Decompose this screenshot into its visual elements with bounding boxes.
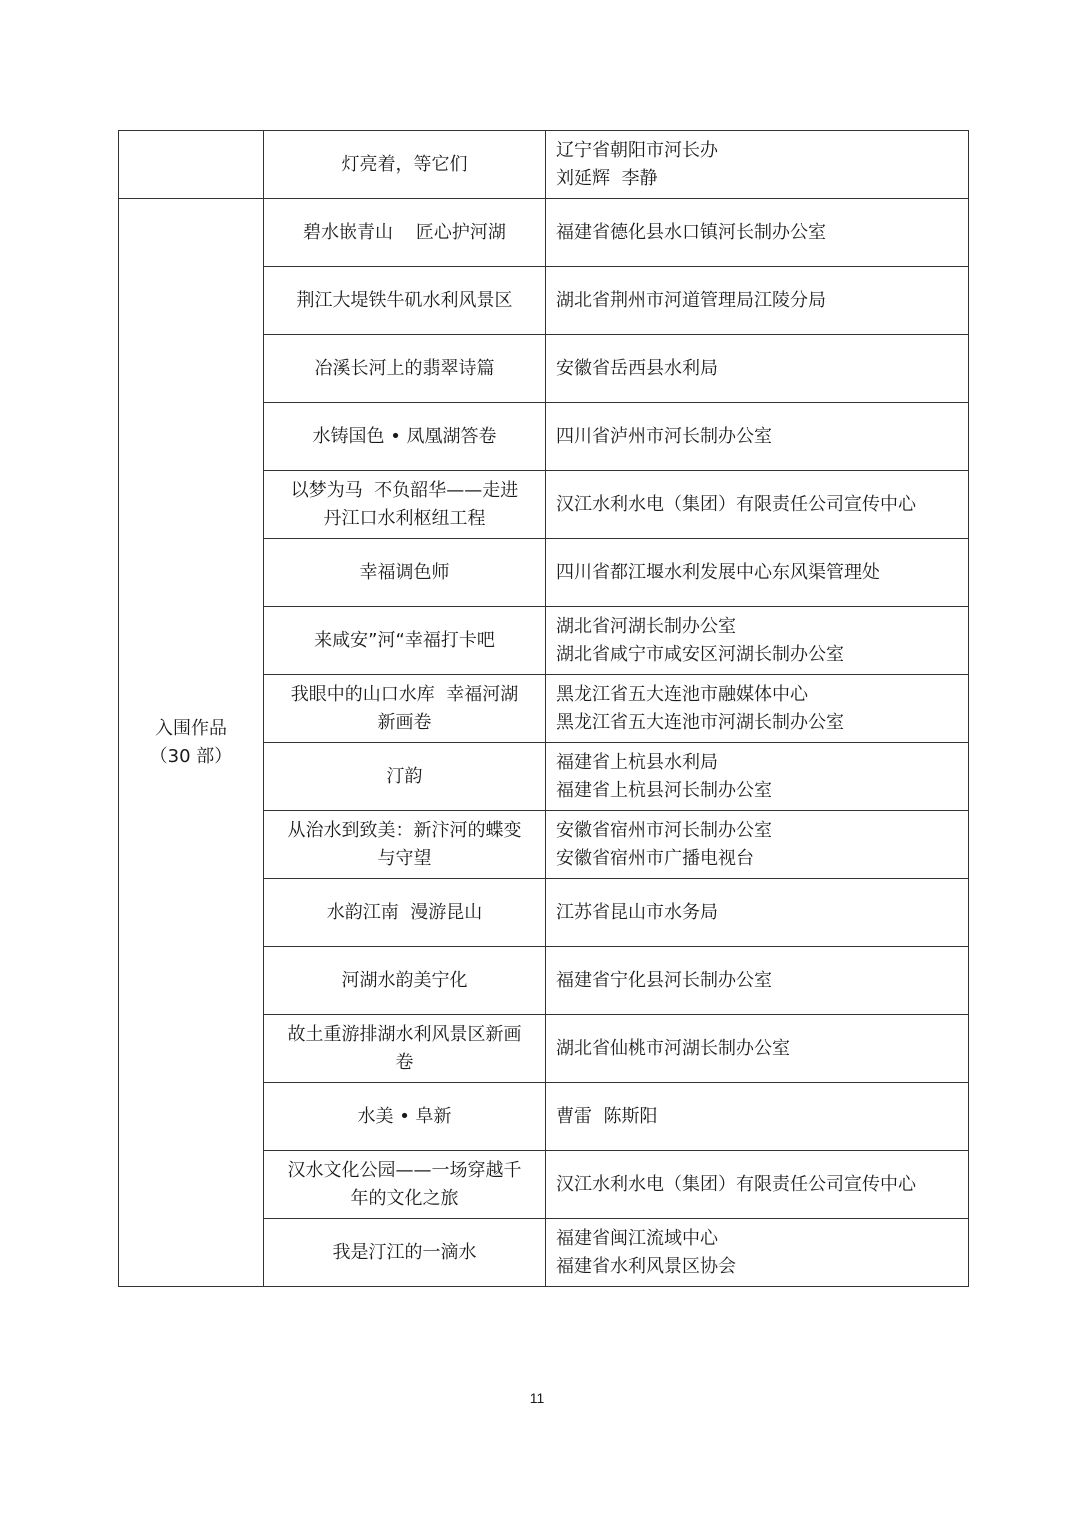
work-title: 幸福调色师 [359,561,450,583]
organization-name: 湖北省河湖长制办公室 [556,615,736,637]
work-title-cell [264,471,546,539]
page-number: 11 [529,1390,545,1406]
organization-name: 安徽省宿州市广播电视台 [556,847,754,869]
work-title: 故土重游排湖水利风景区新画 [287,1023,522,1045]
work-title: 与守望 [377,847,432,869]
organization-name: 湖北省仙桃市河湖长制办公室 [556,1037,790,1059]
work-title: 碧水嵌青山 匠心护河湖 [303,221,506,243]
table-row [119,131,969,199]
work-title: 以梦为马 不负韶华——走进 [290,479,519,501]
organization-name: 辽宁省朝阳市河长办 [556,139,718,161]
organization-cell [546,1219,969,1287]
category-count: （30 部） [149,745,233,767]
work-title-cell [264,1219,546,1287]
work-title: 水韵江南 漫游昆山 [326,901,483,923]
work-title: 荆江大堤铁牛矶水利风景区 [296,289,513,311]
work-title-cell [264,607,546,675]
organization-name: 福建省上杭县河长制办公室 [556,779,772,801]
organization-cell [546,471,969,539]
organization-name: 汉江水利水电（集团）有限责任公司宣传中心 [556,1173,916,1195]
organization-name: 四川省泸州市河长制办公室 [556,425,772,447]
category-cell [119,199,264,1287]
work-title: 新画卷 [377,711,432,733]
organization-name: 黑龙江省五大连池市河湖长制办公室 [556,711,844,733]
work-title: 水美 • 阜新 [357,1105,452,1127]
organization-name: 湖北省咸宁市咸安区河湖长制办公室 [556,643,844,665]
work-title: 汀韵 [386,765,423,787]
organization-name: 福建省闽江流域中心 [556,1227,718,1249]
work-title-cell [264,1083,546,1151]
work-title: 冶溪长河上的翡翠诗篇 [314,357,495,379]
organization-cell [546,1015,969,1083]
organization-cell [546,335,969,403]
organization-cell [546,539,969,607]
organization-cell [546,607,969,675]
organization-name: 曹雷 陈斯阳 [556,1105,658,1127]
work-title: 水铸国色 • 凤凰湖答卷 [312,425,497,447]
organization-name: 汉江水利水电（集团）有限责任公司宣传中心 [556,493,916,515]
work-title: 汉水文化公园——一场穿越千 [287,1159,522,1181]
work-title-cell [264,539,546,607]
work-title: 我眼中的山口水库 幸福河湖 [290,683,519,705]
organization-cell [546,879,969,947]
table-body [119,131,969,1287]
work-title-cell [264,1151,546,1219]
work-title-cell [264,1015,546,1083]
organization-name: 安徽省岳西县水利局 [556,357,718,379]
work-title: 河湖水韵美宁化 [341,969,468,991]
work-title: 丹江口水利枢纽工程 [323,507,486,529]
work-title-cell [264,879,546,947]
organization-cell [546,947,969,1015]
organization-name: 刘延辉 李静 [556,167,658,189]
organization-name: 福建省水利风景区协会 [556,1255,736,1277]
work-title-cell [264,199,546,267]
work-title-cell [264,267,546,335]
organization-name: 四川省都江堰水利发展中心东风渠管理处 [556,561,880,583]
table-row [119,199,969,267]
organization-cell [546,811,969,879]
organization-name: 安徽省宿州市河长制办公室 [556,819,772,841]
organization-name: 湖北省荆州市河道管理局江陵分局 [556,289,826,311]
organization-name: 福建省上杭县水利局 [556,751,718,773]
organization-cell [546,131,969,199]
organization-cell [546,267,969,335]
awards-table [118,130,969,1287]
work-title: 来咸安”河“幸福打卡吧 [314,629,495,651]
organization-name: 福建省宁化县河长制办公室 [556,969,772,991]
work-title-cell [264,131,546,199]
organization-cell [546,199,969,267]
work-title-cell [264,743,546,811]
organization-name: 江苏省昆山市水务局 [556,901,718,923]
work-title-cell [264,403,546,471]
category-label: 入围作品 [155,717,227,739]
organization-cell [546,1083,969,1151]
organization-name: 黑龙江省五大连池市融媒体中心 [556,683,808,705]
organization-cell [546,403,969,471]
organization-cell [546,743,969,811]
work-title: 我是汀江的一滴水 [332,1241,477,1263]
organization-name: 福建省德化县水口镇河长制办公室 [556,221,826,243]
category-cell-empty [119,131,264,199]
work-title-cell [264,947,546,1015]
work-title-cell [264,675,546,743]
work-title-cell [264,335,546,403]
work-title: 卷 [395,1051,414,1073]
work-title-cell [264,811,546,879]
work-title: 灯亮着，等它们 [341,153,468,175]
work-title: 年的文化之旅 [350,1187,459,1209]
organization-cell [546,1151,969,1219]
work-title: 从治水到致美：新汴河的蝶变 [287,819,522,841]
organization-cell [546,675,969,743]
